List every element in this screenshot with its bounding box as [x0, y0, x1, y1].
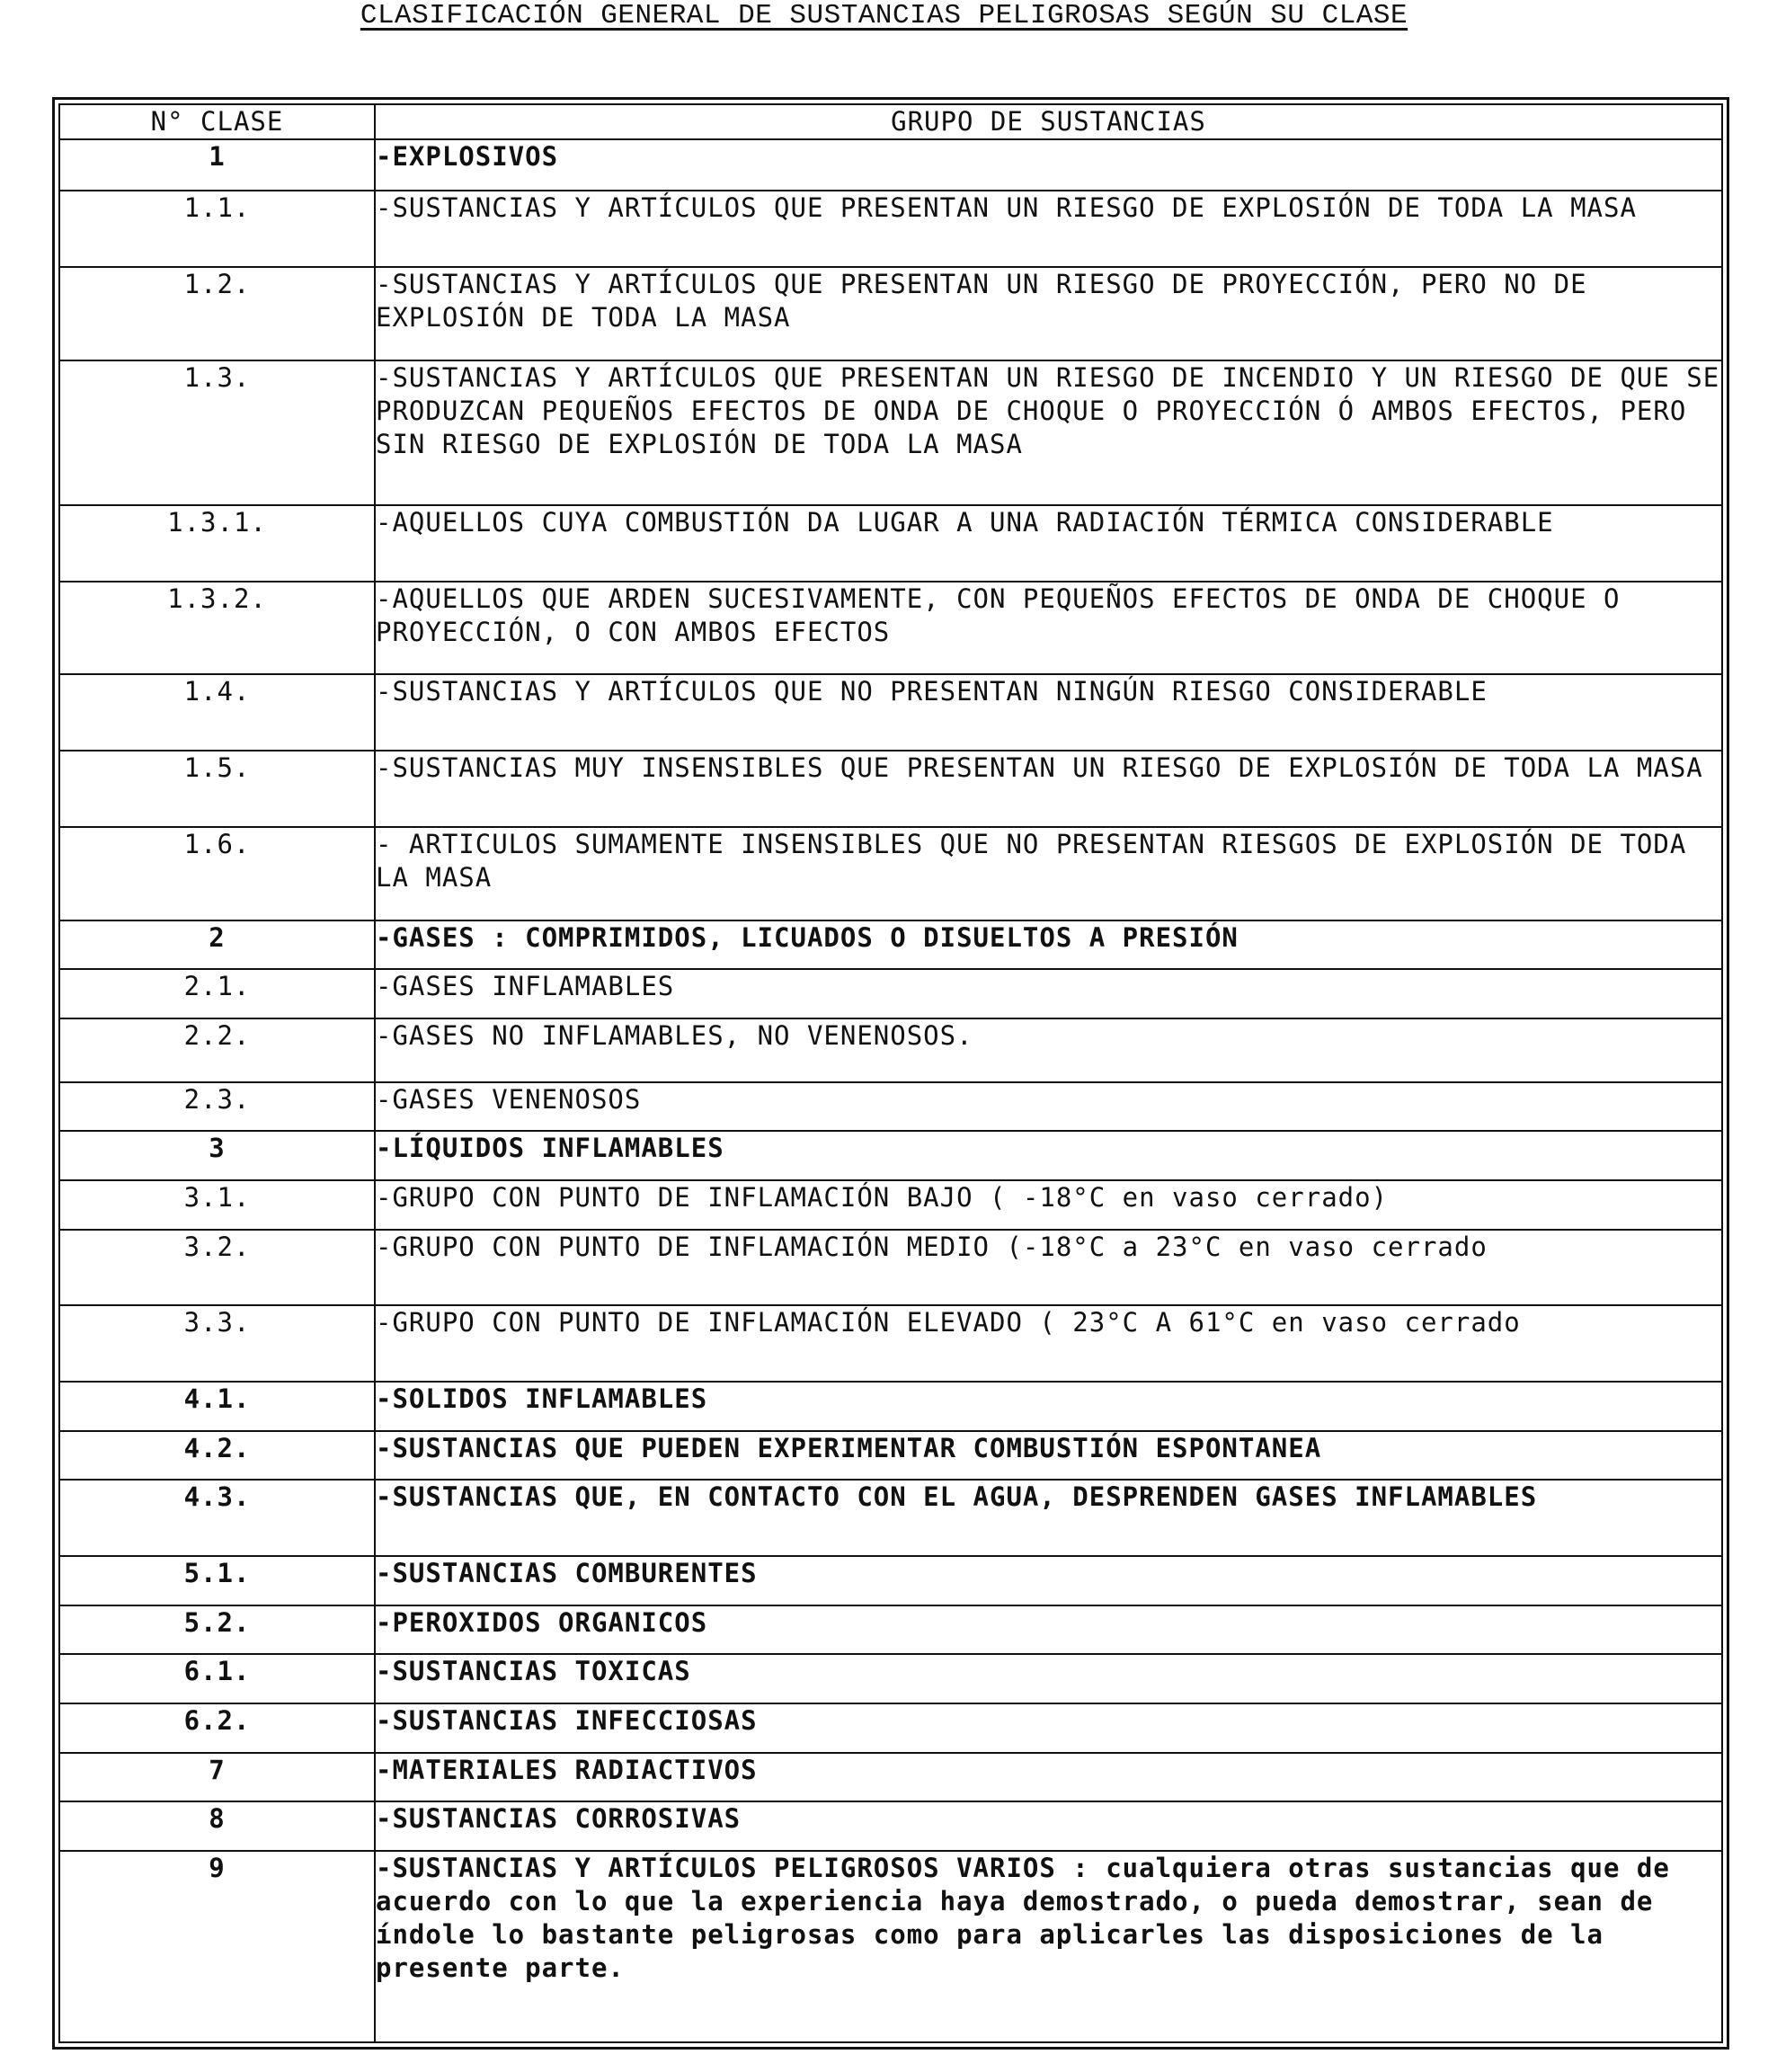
class-number-cell: 5.2.	[59, 1605, 375, 1655]
substance-group-cell: -LÍQUIDOS INFLAMABLES	[375, 1131, 1722, 1180]
substance-group-cell: -SOLIDOS INFLAMABLES	[375, 1382, 1722, 1431]
class-number-cell: 2.2.	[59, 1018, 375, 1082]
substance-group-cell: -EXPLOSIVOS	[375, 139, 1722, 191]
table-row	[59, 1230, 1722, 1306]
class-number-cell: 2.1.	[59, 969, 375, 1018]
substance-group-cell: -SUSTANCIAS QUE, EN CONTACTO CON EL AGUA, DESPRENDEN GASES INFLAMABLES	[375, 1480, 1722, 1556]
substance-group-cell: -SUSTANCIAS Y ARTÍCULOS QUE NO PRESENTAN NINGÚN RIESGO CONSIDERABLE	[375, 674, 1722, 751]
table-row	[59, 267, 1722, 360]
class-number-cell: 1.4.	[59, 674, 375, 751]
page-title: CLASIFICACIÓN GENERAL DE SUSTANCIAS PELIGROSAS SEGÚN SU CLASE	[360, 0, 1408, 31]
class-number-cell: 6.2.	[59, 1703, 375, 1753]
class-number-cell: 1.3.1.	[59, 505, 375, 582]
table-row	[59, 1605, 1722, 1655]
table-row	[59, 582, 1722, 675]
class-number-cell: 1.2.	[59, 267, 375, 360]
table-row	[59, 505, 1722, 582]
substance-group-cell: -SUSTANCIAS Y ARTÍCULOS QUE PRESENTAN UN RIESGO DE INCENDIO Y UN RIESGO DE QUE SE PRODUZCAN PEQUEÑOS EFECTOS DE ONDA DE CHOQUE O PROYECCIÓN Ó AMBOS EFECTOS, PERO SIN RIESGO DE EXPLOSIÓN DE TODA LA MASA	[375, 360, 1722, 505]
class-number-cell: 6.1.	[59, 1654, 375, 1703]
column-header-clase: N° CLASE	[59, 104, 375, 139]
substance-group-cell: - ARTICULOS SUMAMENTE INSENSIBLES QUE NO PRESENTAN RIESGOS DE EXPLOSIÓN DE TODA LA MASA	[375, 827, 1722, 920]
substance-group-cell: -SUSTANCIAS CORROSIVAS	[375, 1801, 1722, 1851]
class-number-cell: 7	[59, 1753, 375, 1802]
class-number-cell: 5.1.	[59, 1556, 375, 1605]
substance-group-cell: -SUSTANCIAS COMBURENTES	[375, 1556, 1722, 1605]
table-row	[59, 360, 1722, 505]
table-row	[59, 827, 1722, 920]
table-row	[59, 1851, 1722, 2042]
class-number-cell: 3.3.	[59, 1305, 375, 1382]
class-number-cell: 1.3.2.	[59, 582, 375, 675]
table-row	[59, 674, 1722, 751]
class-number-cell: 1.1.	[59, 191, 375, 267]
substance-group-cell: -SUSTANCIAS TOXICAS	[375, 1654, 1722, 1703]
substance-group-cell: -GASES NO INFLAMABLES, NO VENENOSOS.	[375, 1018, 1722, 1082]
table-row	[59, 191, 1722, 267]
classification-table-frame	[52, 97, 1729, 2050]
table-row	[59, 1082, 1722, 1132]
substance-group-cell: -SUSTANCIAS Y ARTÍCULOS QUE PRESENTAN UN RIESGO DE PROYECCIÓN, PERO NO DE EXPLOSIÓN DE TODA LA MASA	[375, 267, 1722, 360]
substance-group-cell: -GASES VENENOSOS	[375, 1082, 1722, 1132]
class-number-cell: 4.1.	[59, 1382, 375, 1431]
class-number-cell: 3.1.	[59, 1180, 375, 1230]
substance-group-cell: -GASES : COMPRIMIDOS, LICUADOS O DISUELTOS A PRESIÓN	[375, 920, 1722, 970]
table-row	[59, 1382, 1722, 1431]
table-row	[59, 969, 1722, 1018]
table-row	[59, 1131, 1722, 1180]
substance-group-cell: -GRUPO CON PUNTO DE INFLAMACIÓN MEDIO (-18°C a 23°C en vaso cerrado	[375, 1230, 1722, 1306]
substance-group-cell: -SUSTANCIAS Y ARTÍCULOS QUE PRESENTAN UN RIESGO DE EXPLOSIÓN DE TODA LA MASA	[375, 191, 1722, 267]
class-number-cell: 1.5.	[59, 751, 375, 827]
table-row	[59, 1180, 1722, 1230]
class-number-cell: 9	[59, 1851, 375, 2042]
class-number-cell: 2	[59, 920, 375, 970]
substance-group-cell: -PEROXIDOS ORGANICOS	[375, 1605, 1722, 1655]
class-number-cell: 1	[59, 139, 375, 191]
table-row	[59, 1801, 1722, 1851]
table-row	[59, 1480, 1722, 1556]
substance-group-cell: -SUSTANCIAS Y ARTÍCULOS PELIGROSOS VARIOS : cualquiera otras sustancias que de acuerdo con lo que la experiencia haya demostrado, o pueda demostrar, sean de índole lo bastante peligrosas como para aplicarles las disposiciones de la presente parte.	[375, 1851, 1722, 2042]
table-body	[59, 139, 1722, 2042]
table-row	[59, 139, 1722, 191]
class-number-cell: 4.3.	[59, 1480, 375, 1556]
substance-group-cell: -GRUPO CON PUNTO DE INFLAMACIÓN BAJO ( -18°C en vaso cerrado)	[375, 1180, 1722, 1230]
table-row	[59, 751, 1722, 827]
table-row	[59, 1305, 1722, 1382]
table-row	[59, 1431, 1722, 1481]
class-number-cell: 1.3.	[59, 360, 375, 505]
class-number-cell: 3	[59, 1131, 375, 1180]
substance-group-cell: -SUSTANCIAS QUE PUEDEN EXPERIMENTAR COMBUSTIÓN ESPONTANEA	[375, 1431, 1722, 1481]
substance-group-cell: -AQUELLOS QUE ARDEN SUCESIVAMENTE, CON PEQUEÑOS EFECTOS DE ONDA DE CHOQUE O PROYECCIÓN, O CON AMBOS EFECTOS	[375, 582, 1722, 675]
table-row	[59, 1654, 1722, 1703]
table-row	[59, 1556, 1722, 1605]
substance-group-cell: -MATERIALES RADIACTIVOS	[375, 1753, 1722, 1802]
class-number-cell: 3.2.	[59, 1230, 375, 1306]
table-row	[59, 1703, 1722, 1753]
substance-group-cell: -GASES INFLAMABLES	[375, 969, 1722, 1018]
class-number-cell: 1.6.	[59, 827, 375, 920]
table-row	[59, 1753, 1722, 1802]
table-row	[59, 1018, 1722, 1082]
column-header-grupo: GRUPO DE SUSTANCIAS	[375, 104, 1722, 139]
table-header-row	[59, 104, 1722, 139]
class-number-cell: 8	[59, 1801, 375, 1851]
substance-group-cell: -AQUELLOS CUYA COMBUSTIÓN DA LUGAR A UNA RADIACIÓN TÉRMICA CONSIDERABLE	[375, 505, 1722, 582]
table-row	[59, 920, 1722, 970]
substance-group-cell: -GRUPO CON PUNTO DE INFLAMACIÓN ELEVADO ( 23°C A 61°C en vaso cerrado	[375, 1305, 1722, 1382]
class-number-cell: 4.2.	[59, 1431, 375, 1481]
substance-group-cell: -SUSTANCIAS MUY INSENSIBLES QUE PRESENTAN UN RIESGO DE EXPLOSIÓN DE TODA LA MASA	[375, 751, 1722, 827]
classification-table	[58, 103, 1723, 2043]
substance-group-cell: -SUSTANCIAS INFECCIOSAS	[375, 1703, 1722, 1753]
class-number-cell: 2.3.	[59, 1082, 375, 1132]
